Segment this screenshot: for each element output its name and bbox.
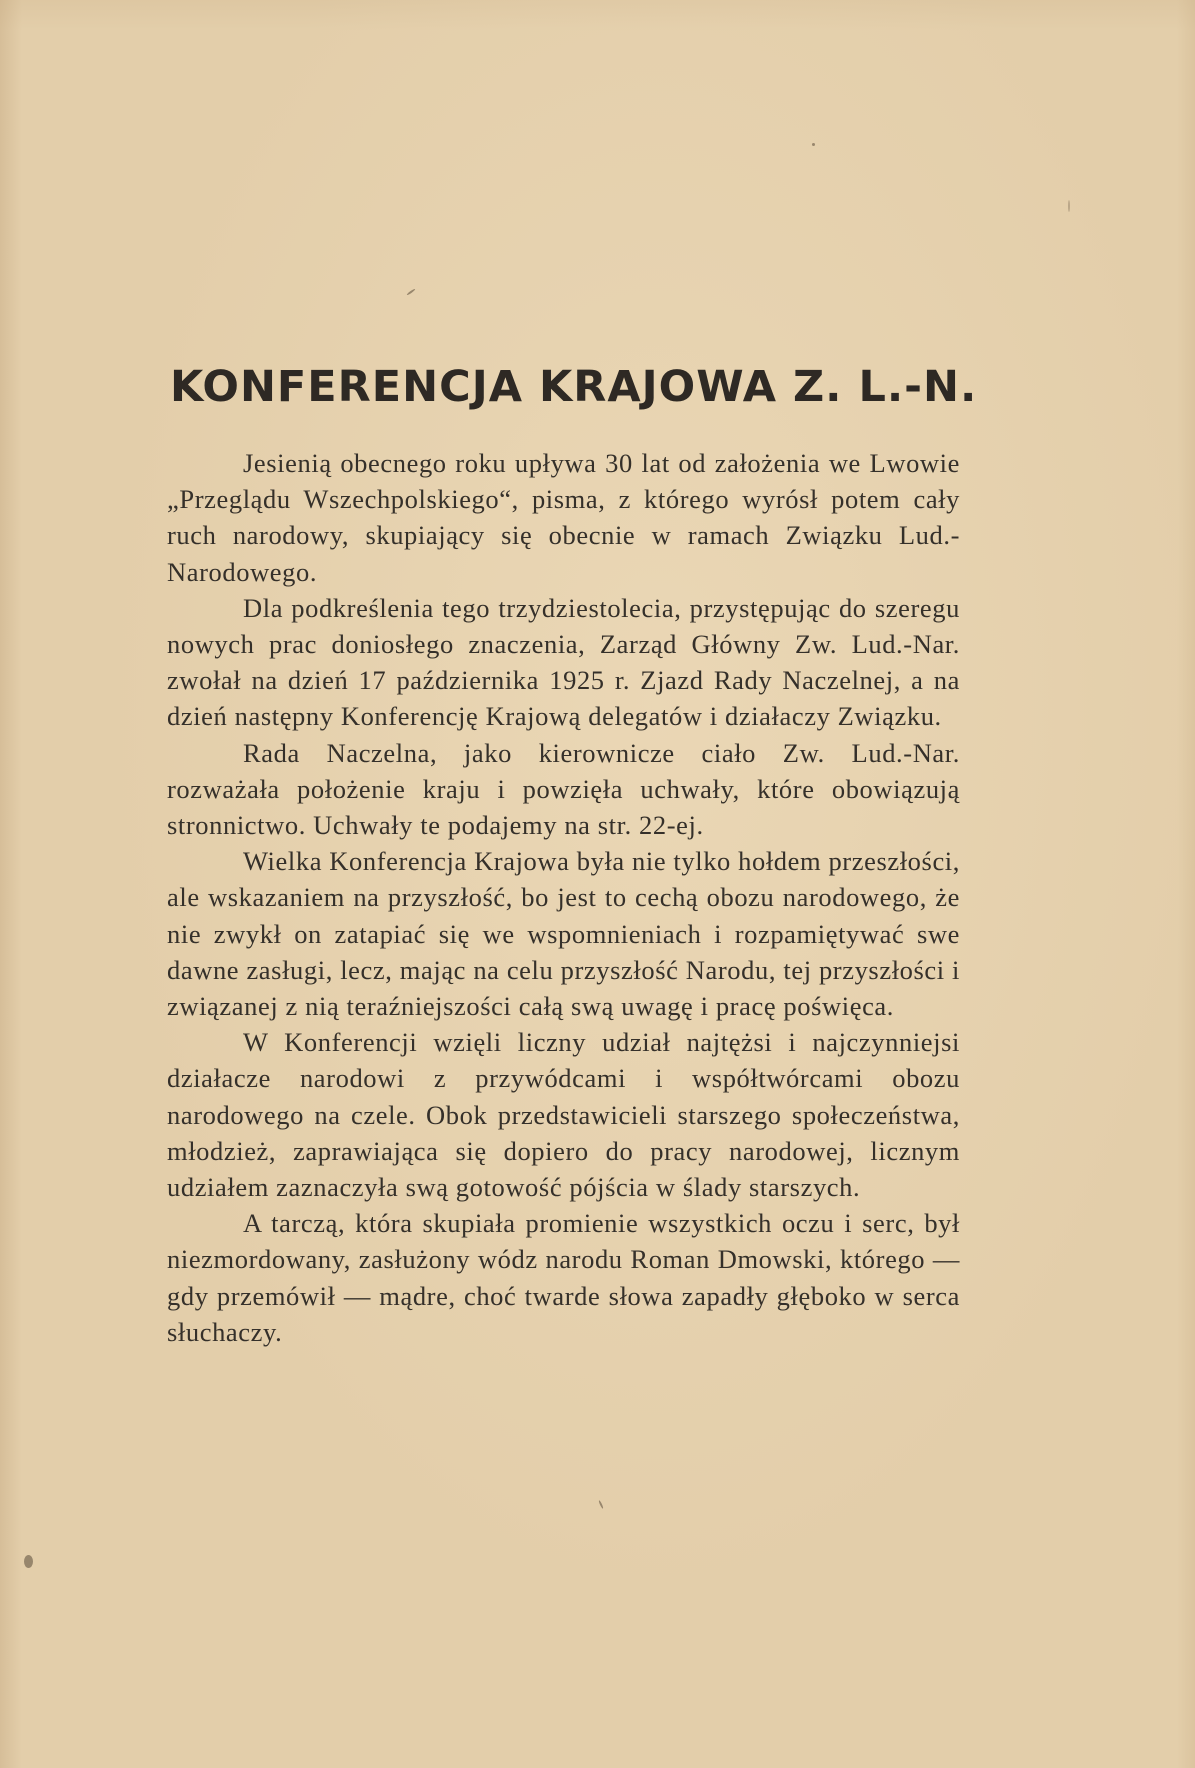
paragraph: Rada Naczelna, jako kierownicze ciało Zw. Lud.-Nar. rozważała położenie kraju i powzięła uchwały, które obowiązują stronnictwo. Uchwały te podajemy na str. 22-ej. [167,737,960,841]
paper-speck [598,1500,604,1509]
article-body [167,445,960,1350]
page-title: KONFERENCJA KRAJOWA Z. L.-N. [170,362,978,412]
paper-speck [1068,200,1070,212]
paragraph: Dla podkreślenia tego trzydziestolecia, przystępując do szeregu nowych prac doniosłego znaczenia, Zarząd Główny Zw. Lud.-Nar. zwołał na dzień 17 października 1925 r. Zjazd Rady Naczelnej, a na dzień następny Konferencję Krajową delegatów i działaczy Związku. [167,592,960,732]
paragraph: W Konferencji wzięli liczny udział najtężsi i najczynniejsi działacze narodowi z przywódcami i współtwórcami obozu narodowego na czele. Obok przedstawicieli starszego społeczeństwa, młodzież, zaprawiająca się dopiero do pracy narodowej, licznym udziałem zaznaczyła swą gotowość pójścia w ślady starszych. [167,1027,960,1203]
paper-speck [406,288,415,295]
paper-speck [812,143,815,146]
paper-speck [24,1555,33,1568]
paragraph: Wielka Konferencja Krajowa była nie tylko hołdem przeszłości, ale wskazaniem na przyszłość, bo jest to cechą obozu narodowego, że nie zwykł on zatapiać się we wspomnieniach i rozpamiętywać swe dawne zasługi, lecz, mając na celu przyszłość Narodu, tej przyszłości i związanej z nią teraźniejszości całą swą uwagę i pracę poświęca. [167,846,960,1022]
paragraph: Jesienią obecnego roku upływa 30 lat od założenia we Lwowie „Przeglądu Wszechpolskiego“, pisma, z którego wyrósł potem cały ruch narodowy, skupiający się obecnie w ramach Związku Lud.-Narodowego. [167,448,960,587]
paragraph: A tarczą, która skupiała promienie wszystkich oczu i serc, był niezmordowany, zasłużony wódz narodu Roman Dmowski, którego — gdy przemówił — mądre, choć twarde słowa zapadły głęboko w serca słuchaczy. [167,1208,960,1347]
